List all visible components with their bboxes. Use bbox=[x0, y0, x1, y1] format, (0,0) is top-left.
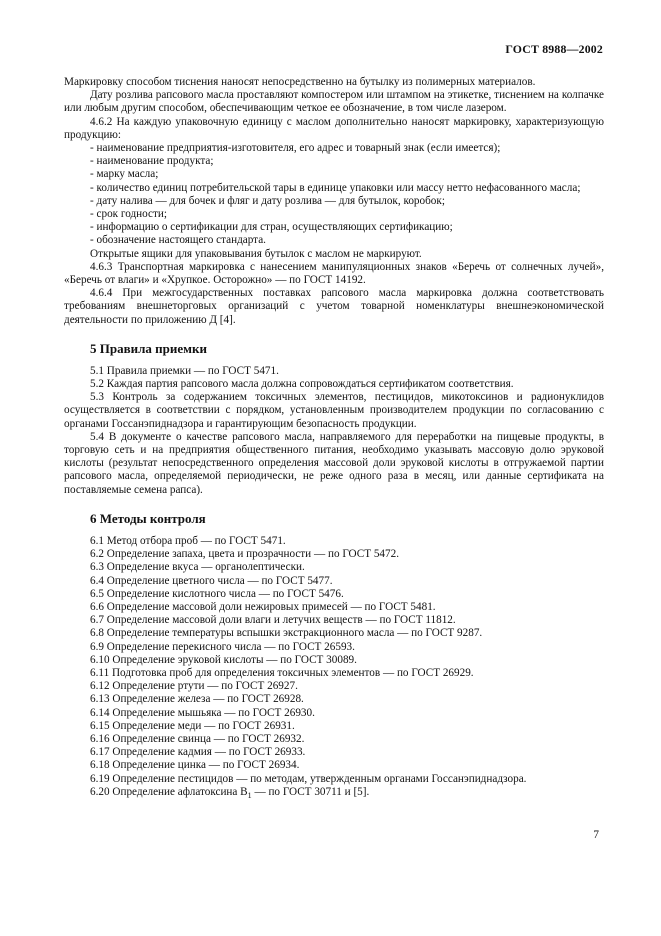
paragraph: Дату розлива рапсового масла проставляют компостером или штампом на этикетке, тиснением на колпачке или любым другим способом, обеспечивающим четкое ее обозначение, в том числе лазером. bbox=[64, 89, 604, 115]
paragraph: 5.3 Контроль за содержанием токсичных элементов, пестицидов, микотоксинов и радионуклидов осуществляется в соответствии с порядком, установленным производителем продукции по согласованию с органами Госсанэпиднадзора и гарантирующим безопасность продукции. bbox=[64, 391, 604, 430]
list-item: - дату налива — для бочек и фляг и дату розлива — для бутылок, коробок; bbox=[90, 194, 445, 207]
method-item: 6.1 Метод отбора проб — по ГОСТ 5471. bbox=[90, 534, 286, 547]
method-item bbox=[64, 786, 604, 799]
method-item-text: 6.20 Определение афлатоксина B bbox=[90, 785, 248, 798]
method-item: 6.19 Определение пестицидов — по методам, утвержденным органами Госсанэпиднадзора. bbox=[90, 772, 527, 785]
section-title: 5 Правила приемки bbox=[90, 340, 207, 356]
paragraph: 4.6.4 При межгосударственных поставках рапсового масла маркировка должна соответствовать требованиям внешнеторговых организаций с учетом товарной номенклатуры внешнеэкономической деятельности по приложению Д [4]. bbox=[64, 287, 604, 326]
list-item: - обозначение настоящего стандарта. bbox=[90, 234, 266, 247]
method-item: 6.3 Определение вкуса — органолептически. bbox=[90, 561, 305, 574]
document-body bbox=[64, 76, 604, 799]
page-number: 7 bbox=[593, 829, 599, 841]
method-item: 6.15 Определение меди — по ГОСТ 26931. bbox=[90, 719, 295, 732]
method-item-text: — по ГОСТ 30711 и [5]. bbox=[251, 785, 370, 798]
list-item: - информацию о сертификации для стран, осуществляющих сертификацию; bbox=[90, 221, 453, 234]
page-header: ГОСТ 8988—2002 bbox=[505, 42, 603, 56]
list-item: - марку масла; bbox=[90, 168, 159, 181]
subscript: 1 bbox=[247, 790, 252, 800]
section-title: 6 Методы контроля bbox=[90, 510, 206, 526]
list-item: - наименование продукта; bbox=[90, 155, 214, 168]
method-item: 6.16 Определение свинца — по ГОСТ 26932. bbox=[90, 732, 305, 745]
method-item: 6.18 Определение цинка — по ГОСТ 26934. bbox=[90, 759, 300, 772]
method-item: 6.7 Определение массовой доли влаги и летучих веществ — по ГОСТ 11812. bbox=[90, 614, 456, 627]
method-item: 6.2 Определение запаха, цвета и прозрачности — по ГОСТ 5472. bbox=[90, 548, 399, 561]
paragraph: 4.6.3 Транспортная маркировка с нанесением манипуляционных знаков «Беречь от солнечных лучей», «Беречь от влаги» и «Хрупкое. Осторожно» — по ГОСТ 14192. bbox=[64, 260, 604, 287]
list-item: - количество единиц потребительской тары в единице упаковки или массу нетто нефасованного масла; bbox=[90, 181, 581, 194]
method-item: 6.10 Определение эруковой кислоты — по ГОСТ 30089. bbox=[90, 653, 357, 666]
method-item: 6.5 Определение кислотного числа — по ГОСТ 5476. bbox=[90, 587, 344, 600]
paragraph: Маркировку способом тиснения наносят непосредственно на бутылку из полимерных материалов. bbox=[64, 76, 536, 88]
paragraph: 5.1 Правила приемки — по ГОСТ 5471. bbox=[90, 364, 279, 377]
list-item: - наименование предприятия-изготовителя, его адрес и товарный знак (если имеется); bbox=[90, 142, 501, 155]
method-item: 6.13 Определение железа — по ГОСТ 26928. bbox=[90, 693, 304, 706]
method-item: 6.12 Определение ртути — по ГОСТ 26927. bbox=[90, 680, 298, 693]
method-item: 6.9 Определение перекисного числа — по ГОСТ 26593. bbox=[90, 640, 355, 653]
method-item: 6.17 Определение кадмия — по ГОСТ 26933. bbox=[90, 746, 306, 759]
method-item: 6.14 Определение мышьяка — по ГОСТ 26930. bbox=[90, 706, 315, 719]
list-item: - срок годности; bbox=[90, 208, 167, 221]
method-item: 6.11 Подготовка проб для определения токсичных элементов — по ГОСТ 26929. bbox=[90, 666, 474, 679]
paragraph: 4.6.2 На каждую упаковочную единицу с маслом дополнительно наносят маркировку, характеризующую продукцию: bbox=[64, 115, 604, 141]
paragraph: Открытые ящики для упаковывания бутылок с маслом не маркируют. bbox=[90, 247, 422, 260]
method-item: 6.4 Определение цветного числа — по ГОСТ 5477. bbox=[90, 574, 333, 587]
method-item: 6.8 Определение температуры вспышки экстракционного масла — по ГОСТ 9287. bbox=[90, 627, 483, 640]
method-item: 6.6 Определение массовой доли нежировых примесей — по ГОСТ 5481. bbox=[90, 600, 436, 613]
paragraph: 5.4 В документе о качестве рапсового масла, направляемого для переработки на пищевые продукты, в торговую сеть и на предприятия общественного питания, необходимо указывать массовую долю эруковой кислоты (результат непосредственного определения массовой доли эруковой кислоты в отгружаемой партии рапсового масла, определяемой периодически, не реже одного раза в месяц, или данные сертификата на поставляемые семена рапса). bbox=[64, 430, 604, 496]
paragraph: 5.2 Каждая партия рапсового масла должна сопровождаться сертификатом соответствия. bbox=[90, 378, 514, 391]
